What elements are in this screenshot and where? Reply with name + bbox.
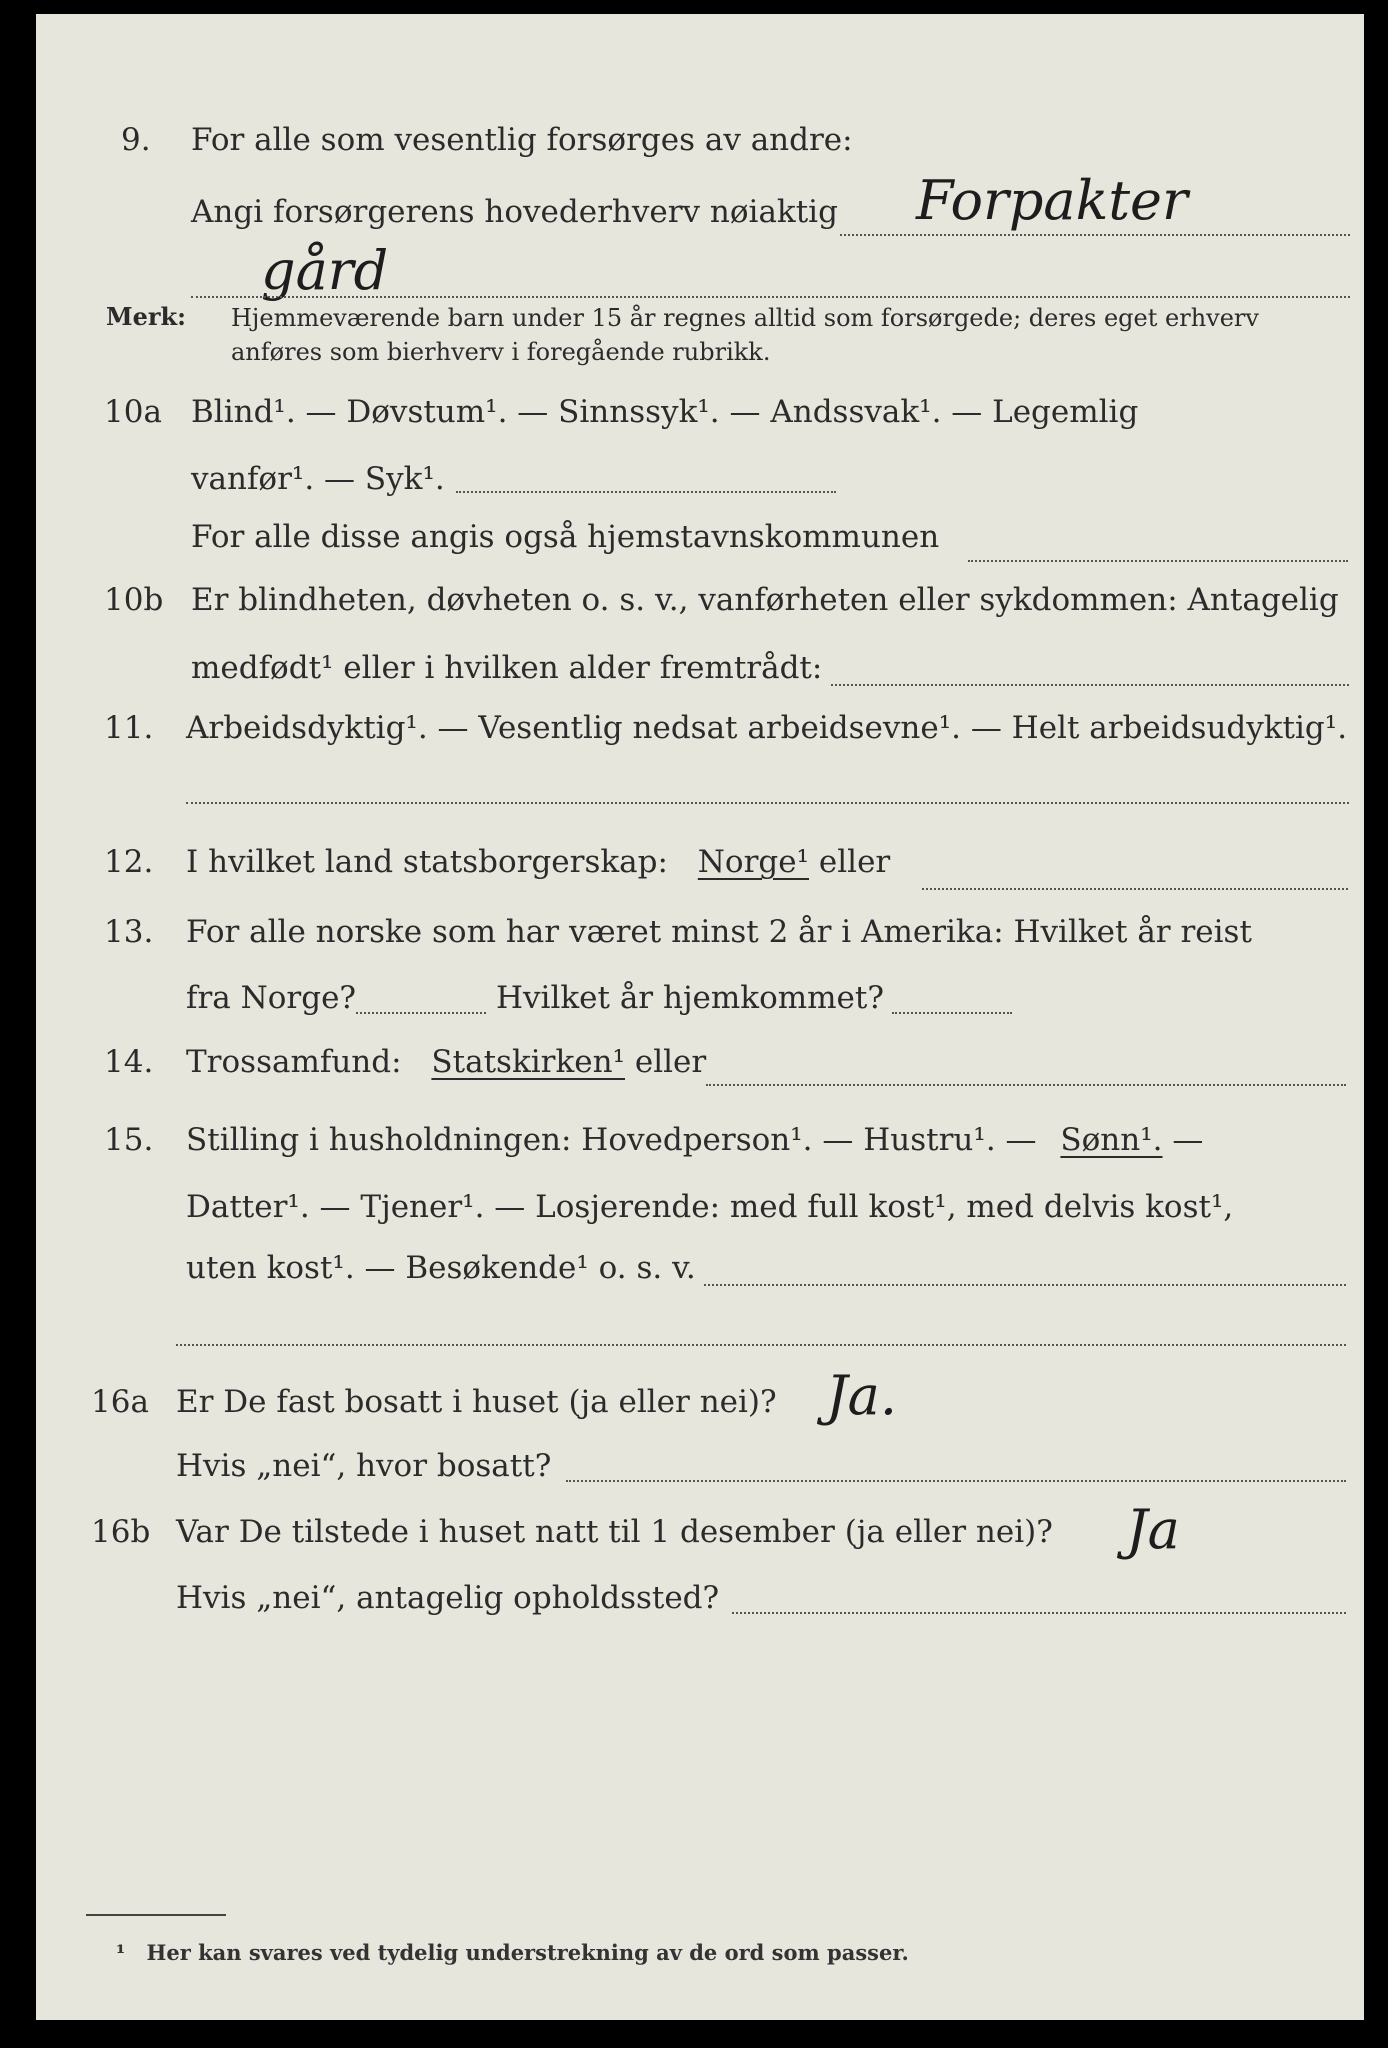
q9-line1: For alle som vesentlig forsørges av andre: [191,122,853,158]
q12-text [186,844,890,880]
q10b-answer-line [831,684,1349,686]
q10a-line3: For alle disse angis også hjemstavnskommunen [191,519,940,555]
q14-text [186,1044,706,1080]
merk-line2: anføres som bierhverv i foregående rubrikk. [231,338,771,366]
q13-number: 13. [104,914,154,950]
q9-answer-handwritten: Forpakter [916,169,1188,232]
q15-number: 15. [104,1122,154,1158]
q11-number: 11. [104,710,154,746]
q16b-answer-line [732,1612,1346,1614]
q10a-home-line [968,560,1348,562]
q16a-answer-handwritten: Ja. [826,1364,898,1427]
q11-answer-line [186,802,1349,804]
q12-post: eller [818,844,891,880]
q14-answer-line [706,1084,1346,1086]
q15-answer-line2 [176,1344,1346,1346]
q14-post: eller [634,1044,707,1080]
footnote-mark: ¹ [116,1940,126,1965]
footnote-text: Her kan svares ved tydelig understrekning av de ord som passer. [146,1940,909,1965]
q15-line1-pre: Stilling i husholdningen: Hovedperson¹. — Hustru¹. — [186,1122,1037,1158]
q9-number: 9. [121,122,151,158]
q10a-line1: Blind¹. — Døvstum¹. — Sinnssyk¹. — Andssvak¹. — Legemlig [191,394,1139,430]
q10b-line2: medfødt¹ eller i hvilken alder fremtrådt: [191,650,823,686]
q9-answer2-handwritten: gård [261,239,389,302]
q15-line2: Datter¹. — Tjener¹. — Losjerende: med full kost¹, med delvis kost¹, [186,1189,1234,1225]
q9-answer-line2 [191,296,1350,298]
q13-line2b: Hvilket år hjemkommet? [496,980,884,1016]
q10b-line1: Er blindheten, døvheten o. s. v., vanførheten eller sykdommen: Antagelig [191,582,1339,618]
q12-number: 12. [104,844,154,880]
q10a-number: 10a [104,394,162,430]
q15-sonn-underlined: Sønn¹. [1060,1122,1163,1158]
q10a-line2: vanfør¹. — Syk¹. [191,461,445,497]
q13-line2a: fra Norge? [186,980,357,1016]
q14-statskirken-underlined: Statskirken¹ [431,1044,625,1080]
q16a-answer-line [566,1480,1346,1482]
q15-line1 [186,1122,1203,1158]
q15-line1-post: — [1172,1122,1204,1158]
footnote [116,1940,909,1965]
q15-line3: uten kost¹. — Besøkende¹ o. s. v. [186,1250,696,1286]
q9-answer-line [840,234,1350,236]
q16a-number: 16a [91,1384,149,1420]
q11-line1: Arbeidsdyktig¹. — Vesentlig nedsat arbeidsevne¹. — Helt arbeidsudyktig¹. [186,710,1348,746]
q13-year-returned-line [892,1012,1012,1014]
q16a-line1: Er De fast bosatt i huset (ja eller nei)? [176,1384,777,1420]
q16b-number: 16b [91,1514,151,1550]
merk-label: Merk: [106,302,186,331]
q12-norge-underlined: Norge¹ [697,844,810,880]
q12-pre: I hvilket land statsborgerskap: [186,844,668,880]
merk-line1: Hjemmeværende barn under 15 år regnes alltid som forsørgede; deres eget erhverv [231,304,1259,332]
census-form-page [36,14,1364,2020]
q15-answer-line [704,1284,1346,1286]
q14-number: 14. [104,1044,154,1080]
q10b-number: 10b [104,582,164,618]
q13-year-left-line [356,1012,486,1014]
q9-line2: Angi forsørgerens hovederhverv nøiaktig [191,194,838,230]
q14-pre: Trossamfund: [186,1044,402,1080]
q13-line1: For alle norske som har været minst 2 år i Amerika: Hvilket år reist [186,914,1252,950]
q16b-line1: Var De tilstede i huset natt til 1 desember (ja eller nei)? [176,1514,1053,1550]
q16b-line2: Hvis „nei“, antagelig opholdssted? [176,1580,720,1616]
q12-answer-line [922,888,1348,890]
q16b-answer-handwritten: Ja [1126,1498,1180,1561]
q16a-line2: Hvis „nei“, hvor bosatt? [176,1448,552,1484]
q10a-answer-line [456,491,836,493]
footnote-rule [86,1914,226,1916]
